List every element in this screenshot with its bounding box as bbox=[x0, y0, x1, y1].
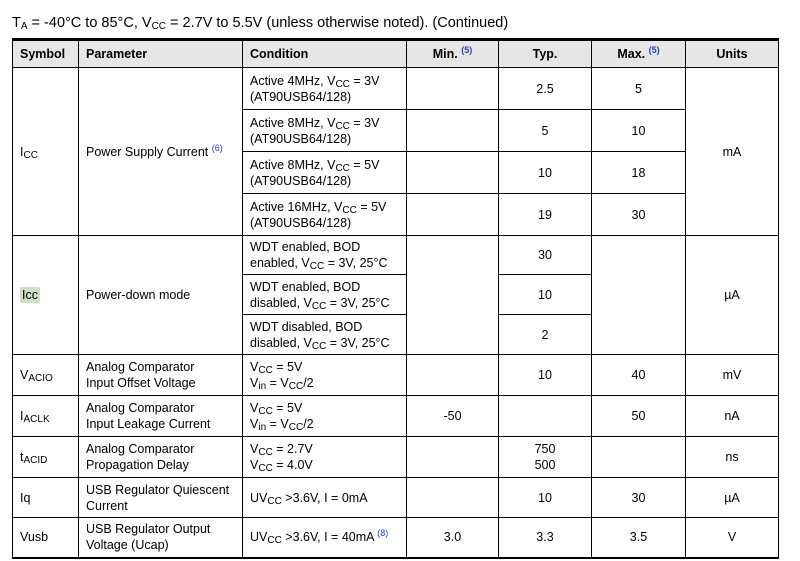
header-row bbox=[13, 40, 779, 68]
cell-condition: Active 8MHz, $V_{CC} = 5V$ (AT90USB64/128) bbox=[243, 152, 407, 194]
cell-typ: 19 bbox=[499, 194, 592, 236]
footnote-ref: (5) bbox=[461, 45, 473, 55]
cell-max: 10 bbox=[592, 110, 686, 152]
cell-max: 3.5 bbox=[592, 518, 686, 558]
cell-typ: 2.5 bbox=[499, 68, 592, 110]
cell-max: 5 bbox=[592, 68, 686, 110]
header-parameter: Parameter bbox=[79, 40, 243, 68]
cell-min: 3.0 bbox=[407, 518, 499, 558]
cell-parameter: Power-down mode bbox=[79, 236, 243, 355]
cell-units: mA bbox=[686, 68, 779, 236]
cell-max bbox=[592, 236, 686, 355]
cell-typ: 3.3 bbox=[499, 518, 592, 558]
table-row bbox=[13, 396, 779, 437]
cell-min bbox=[407, 194, 499, 236]
cell-condition: Active 8MHz, $V_{CC} = 3V$ (AT90USB64/128) bbox=[243, 110, 407, 152]
cell-min bbox=[407, 110, 499, 152]
cell-max: 30 bbox=[592, 194, 686, 236]
cell-units: V bbox=[686, 518, 779, 558]
footnote-ref: (8) bbox=[377, 528, 389, 539]
header-typ: Typ. bbox=[499, 40, 592, 68]
cell-condition: Active 4MHz, $V_{CC} = 3V$ (AT90USB64/128) bbox=[243, 68, 407, 110]
cell-condition: WDT enabled, BOD enabled, $V_{CC} = 3V$, 25°C bbox=[243, 236, 407, 275]
cell-typ: 750 500 bbox=[499, 437, 592, 478]
cell-units: ns bbox=[686, 437, 779, 478]
cell-typ: 10 bbox=[499, 355, 592, 396]
cell-typ: 30 bbox=[499, 236, 592, 275]
table-caption: $T_A = -40^\circ C$ to 85°C, $V_{CC} = 2.7V$ to 5.5V (unless otherwise noted). (Continued) bbox=[12, 15, 509, 32]
electrical-characteristics-table bbox=[12, 38, 779, 559]
header-symbol: Symbol bbox=[13, 40, 79, 68]
cell-condition: $UV_{CC} >3.6V$, I = 40mA $^{(8)}$ bbox=[243, 518, 407, 558]
highlighted-symbol: Icc bbox=[22, 288, 38, 302]
cell-min bbox=[407, 68, 499, 110]
table-row bbox=[13, 355, 779, 396]
cell-min: -50 bbox=[407, 396, 499, 437]
cell-symbol: $V_{ACIO}$ bbox=[13, 355, 79, 396]
header-min: Min. $^{(5)}$ bbox=[407, 40, 499, 68]
table-row bbox=[13, 478, 779, 518]
cell-condition: WDT disabled, BOD disabled, $V_{CC} = 3V$, 25°C bbox=[243, 315, 407, 355]
cell-symbol: $I_{ACLK}$ bbox=[13, 396, 79, 437]
cell-condition: Active 16MHz, $V_{CC} = 5V$ (AT90USB64/128) bbox=[243, 194, 407, 236]
cell-parameter: Analog Comparator Input Leakage Current bbox=[79, 396, 243, 437]
cell-condition: $V_{CC} = 5V$ $V_{in} = V_{CC}/2$ bbox=[243, 355, 407, 396]
cell-parameter: USB Regulator Quiescent Current bbox=[79, 478, 243, 518]
cell-parameter: USB Regulator Output Voltage (Ucap) bbox=[79, 518, 243, 558]
cell-symbol: Iq bbox=[13, 478, 79, 518]
cell-units: nA bbox=[686, 396, 779, 437]
cell-condition: $V_{CC} = 5V$ $V_{in} = V_{CC}/2$ bbox=[243, 396, 407, 437]
cell-max: 30 bbox=[592, 478, 686, 518]
cell-symbol: $t_{ACID}$ bbox=[13, 437, 79, 478]
header-units: Units bbox=[686, 40, 779, 68]
cell-typ: 2 bbox=[499, 315, 592, 355]
cell-min bbox=[407, 152, 499, 194]
cell-condition: WDT enabled, BOD disabled, $V_{CC} = 3V$, 25°C bbox=[243, 275, 407, 315]
cell-symbol bbox=[13, 236, 79, 355]
cell-units: mV bbox=[686, 355, 779, 396]
cell-parameter: Power Supply Current $^{(6)}$ bbox=[79, 68, 243, 236]
cell-typ: 5 bbox=[499, 110, 592, 152]
header-max: Max. $^{(5)}$ bbox=[592, 40, 686, 68]
cell-typ: 10 bbox=[499, 152, 592, 194]
cell-condition: $UV_{CC} >3.6V$, I = 0mA bbox=[243, 478, 407, 518]
cell-max: 50 bbox=[592, 396, 686, 437]
table-row bbox=[13, 518, 779, 558]
header-condition: Condition bbox=[243, 40, 407, 68]
cell-max bbox=[592, 437, 686, 478]
cell-max: 40 bbox=[592, 355, 686, 396]
cell-min bbox=[407, 355, 499, 396]
table-row bbox=[13, 68, 779, 110]
cell-typ bbox=[499, 396, 592, 437]
cell-min bbox=[407, 478, 499, 518]
cell-parameter: Analog Comparator Propagation Delay bbox=[79, 437, 243, 478]
cell-parameter: Analog Comparator Input Offset Voltage bbox=[79, 355, 243, 396]
cell-units: µA bbox=[686, 236, 779, 355]
cell-typ: 10 bbox=[499, 275, 592, 315]
cell-max: 18 bbox=[592, 152, 686, 194]
cell-symbol: Vusb bbox=[13, 518, 79, 558]
table-row bbox=[13, 236, 779, 275]
footnote-ref: (5) bbox=[648, 45, 660, 55]
cell-condition: $V_{CC} = 2.7V$ $V_{CC} = 4.0V$ bbox=[243, 437, 407, 478]
cell-min bbox=[407, 236, 499, 355]
footnote-ref: (6) bbox=[211, 142, 223, 153]
cell-units: µA bbox=[686, 478, 779, 518]
cell-min bbox=[407, 437, 499, 478]
table-row bbox=[13, 437, 779, 478]
cell-typ: 10 bbox=[499, 478, 592, 518]
cell-symbol: $I_{CC}$ bbox=[13, 68, 79, 236]
